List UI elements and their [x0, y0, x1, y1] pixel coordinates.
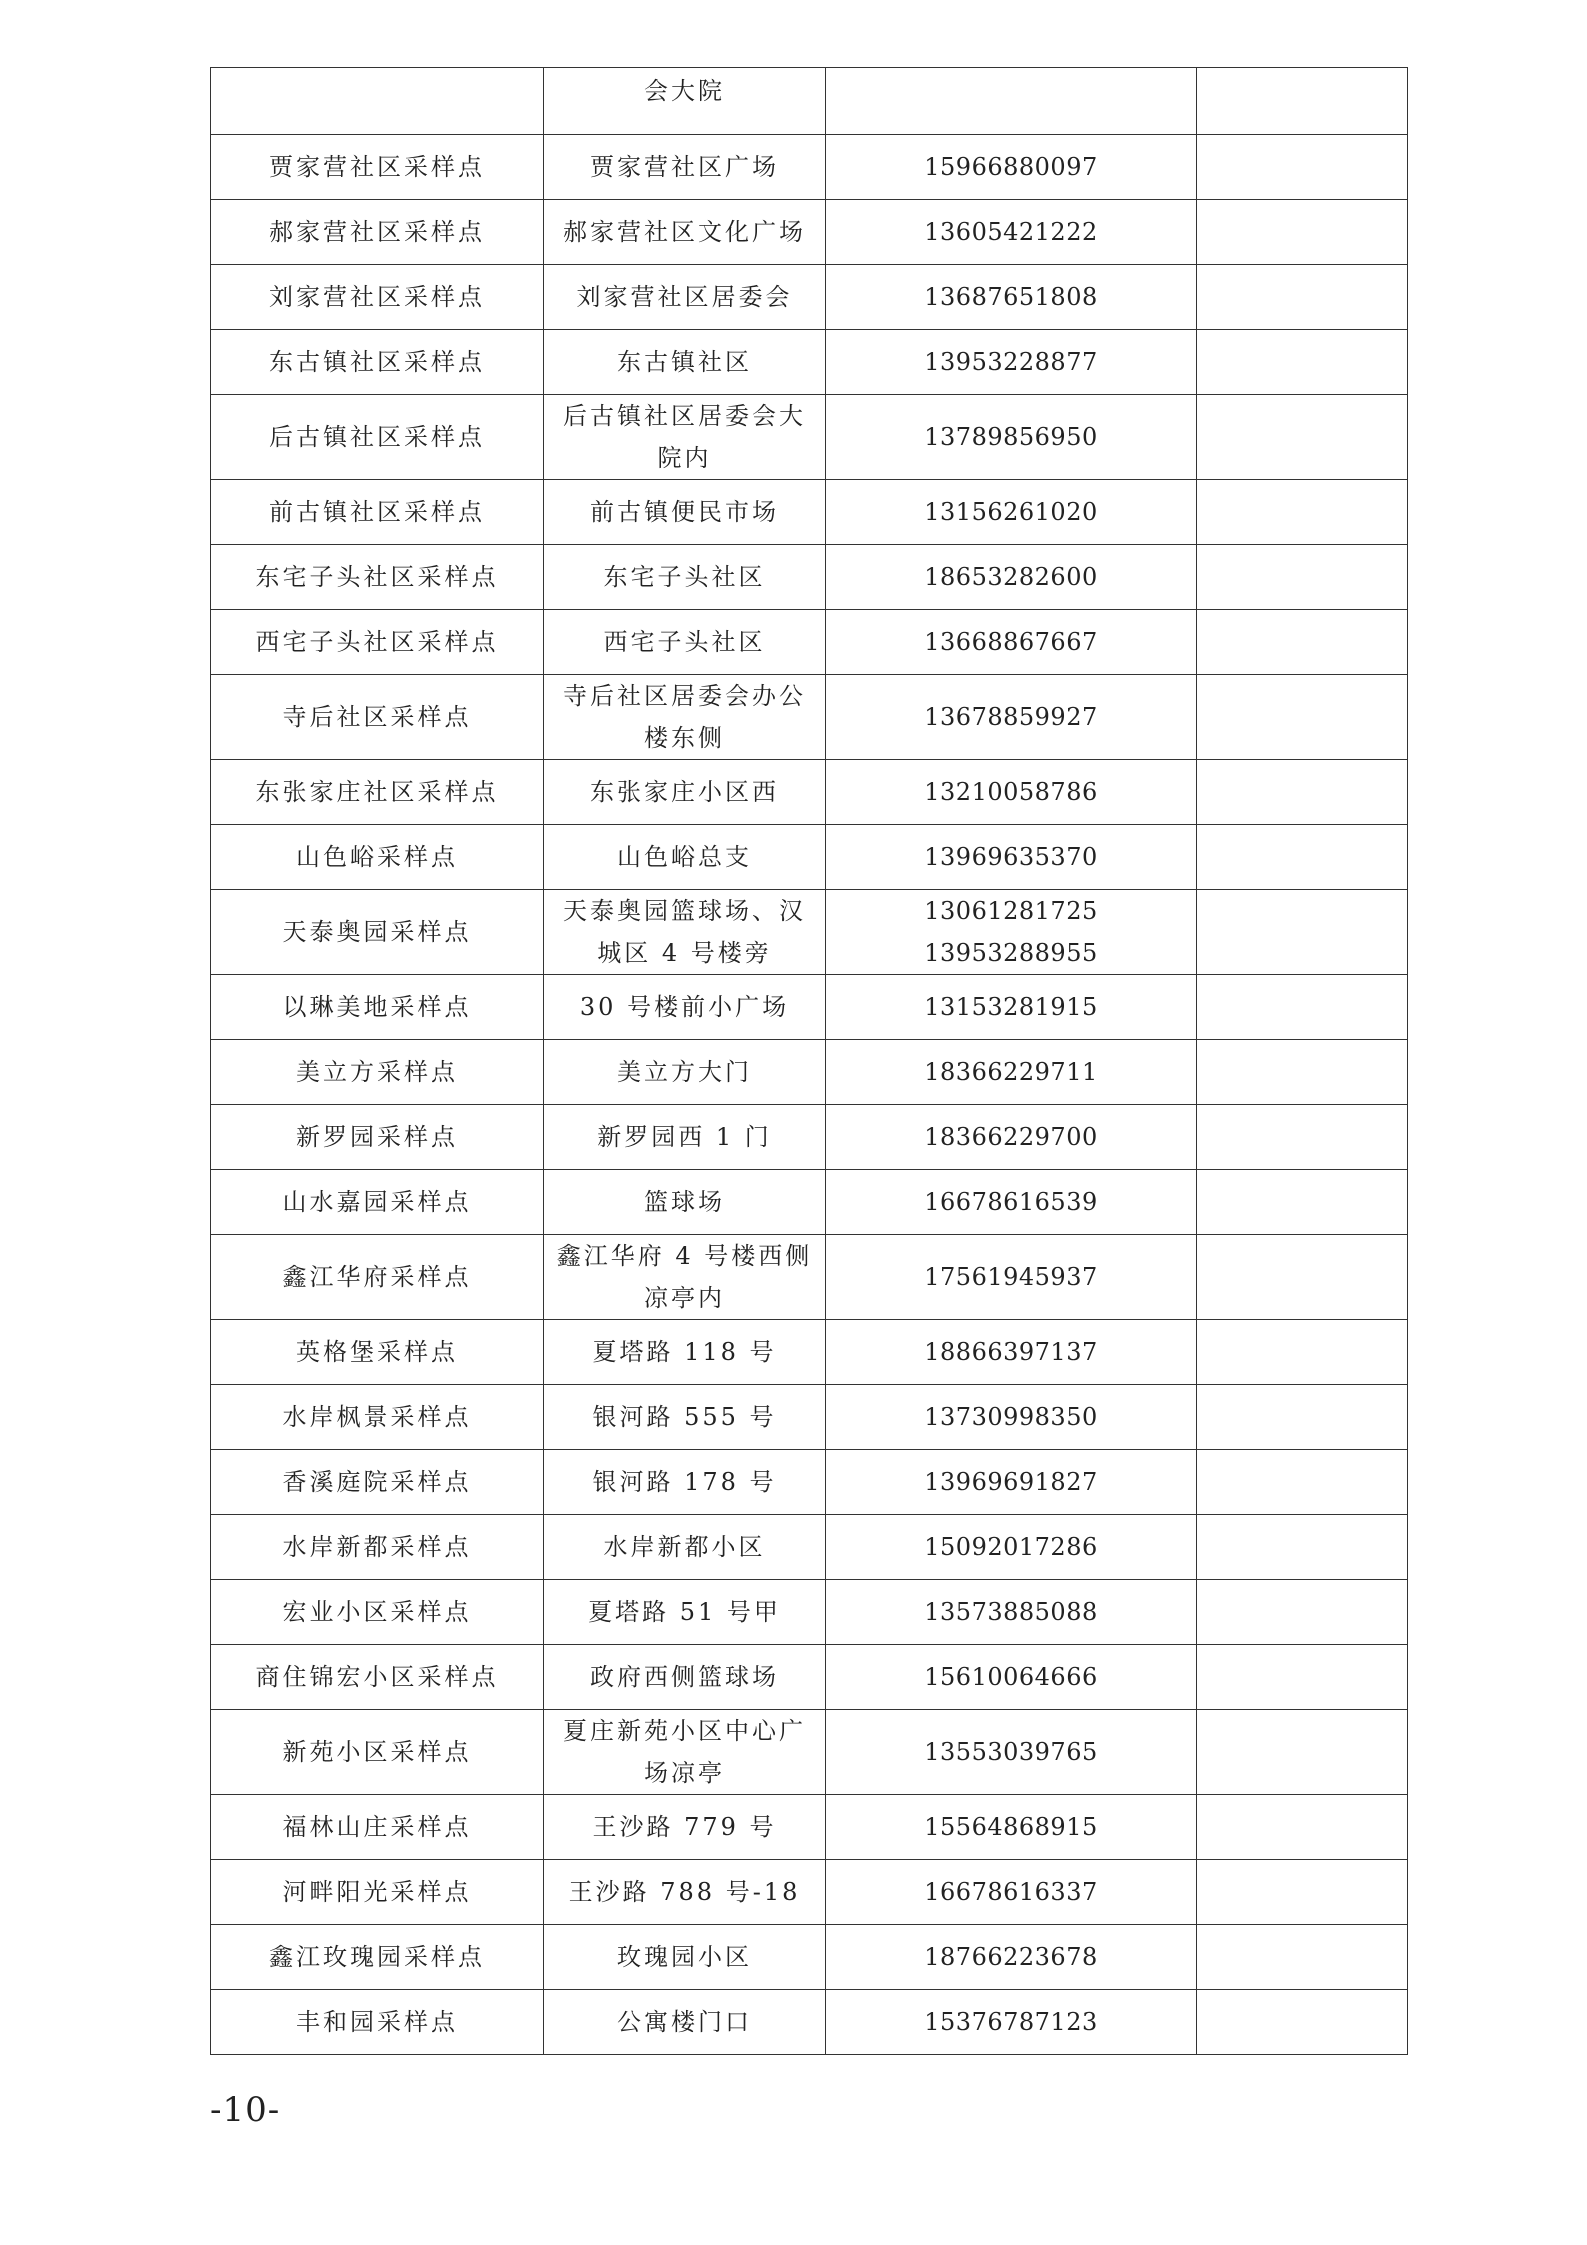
note-cell — [1197, 1170, 1408, 1235]
table-row — [211, 1990, 1408, 2055]
contact-phone-cell — [826, 1580, 1197, 1645]
note-cell — [1197, 1515, 1408, 1580]
contact-phone-cell — [826, 1040, 1197, 1105]
table-row — [211, 1515, 1408, 1580]
phone-number: 15610064666 — [924, 1663, 1098, 1691]
note-cell — [1197, 68, 1408, 135]
note-cell — [1197, 135, 1408, 200]
phone-number: 18866397137 — [924, 1338, 1098, 1366]
site-location-cell: 刘家营社区居委会 — [544, 265, 826, 330]
contact-phone-cell — [826, 545, 1197, 610]
phone-number: 13553039765 — [924, 1738, 1098, 1766]
page-number: -10- — [210, 2090, 281, 2130]
site-name-cell: 刘家营社区采样点 — [211, 265, 544, 330]
site-name-cell: 水岸枫景采样点 — [211, 1385, 544, 1450]
phone-number: 13969691827 — [924, 1468, 1098, 1496]
site-name-cell: 鑫江玫瑰园采样点 — [211, 1925, 544, 1990]
contact-phone-cell — [826, 1860, 1197, 1925]
table-row — [211, 890, 1408, 975]
table-row — [211, 330, 1408, 395]
note-cell — [1197, 675, 1408, 760]
table-row — [211, 265, 1408, 330]
contact-phone-cell — [826, 1105, 1197, 1170]
site-location-cell: 夏塔路 118 号 — [544, 1320, 826, 1385]
site-name-cell: 山水嘉园采样点 — [211, 1170, 544, 1235]
contact-phone-cell — [826, 760, 1197, 825]
contact-phone-cell — [826, 1925, 1197, 1990]
table-row — [211, 1925, 1408, 1990]
site-location-cell: 郝家营社区文化广场 — [544, 200, 826, 265]
note-cell — [1197, 825, 1408, 890]
table-row — [211, 975, 1408, 1040]
table-row — [211, 1040, 1408, 1105]
contact-phone-cell — [826, 1170, 1197, 1235]
site-location-cell: 玫瑰园小区 — [544, 1925, 826, 1990]
site-location-cell: 王沙路 788 号-18 — [544, 1860, 826, 1925]
table-row — [211, 760, 1408, 825]
site-name-cell: 东古镇社区采样点 — [211, 330, 544, 395]
phone-number: 15376787123 — [924, 2008, 1098, 2036]
contact-phone-cell — [826, 975, 1197, 1040]
note-cell — [1197, 1990, 1408, 2055]
note-cell — [1197, 760, 1408, 825]
site-name-cell: 天泰奥园采样点 — [211, 890, 544, 975]
site-name-cell: 东宅子头社区采样点 — [211, 545, 544, 610]
note-cell — [1197, 1860, 1408, 1925]
phone-number: 13061281725 — [924, 897, 1098, 925]
contact-phone-cell — [826, 1450, 1197, 1515]
phone-number: 13953288955 — [924, 939, 1098, 967]
note-cell — [1197, 330, 1408, 395]
phone-number: 18766223678 — [924, 1943, 1098, 1971]
contact-phone-cell — [826, 1645, 1197, 1710]
site-name-cell: 商住锦宏小区采样点 — [211, 1645, 544, 1710]
contact-phone-cell — [826, 1710, 1197, 1795]
contact-phone-cell — [826, 1795, 1197, 1860]
site-location-cell: 东张家庄小区西 — [544, 760, 826, 825]
site-name-cell: 水岸新都采样点 — [211, 1515, 544, 1580]
note-cell — [1197, 1105, 1408, 1170]
site-name-cell: 西宅子头社区采样点 — [211, 610, 544, 675]
site-name-cell: 以琳美地采样点 — [211, 975, 544, 1040]
phone-number: 15966880097 — [924, 153, 1098, 181]
note-cell — [1197, 1385, 1408, 1450]
contact-phone-cell — [826, 395, 1197, 480]
phone-number: 13687651808 — [924, 283, 1098, 311]
table-row — [211, 135, 1408, 200]
phone-number: 13573885088 — [924, 1598, 1098, 1626]
site-name-cell: 前古镇社区采样点 — [211, 480, 544, 545]
phone-number: 13153281915 — [924, 993, 1098, 1021]
site-location-cell: 寺后社区居委会办公楼东侧 — [544, 675, 826, 760]
note-cell — [1197, 480, 1408, 545]
note-cell — [1197, 1040, 1408, 1105]
contact-phone-cell — [826, 825, 1197, 890]
note-cell — [1197, 200, 1408, 265]
note-cell — [1197, 890, 1408, 975]
contact-phone-cell — [826, 330, 1197, 395]
table-row — [211, 545, 1408, 610]
table-row — [211, 1385, 1408, 1450]
site-location-cell: 天泰奥园篮球场、汉城区 4 号楼旁 — [544, 890, 826, 975]
site-name-cell: 郝家营社区采样点 — [211, 200, 544, 265]
phone-number: 18653282600 — [924, 563, 1098, 591]
note-cell — [1197, 1320, 1408, 1385]
table-row — [211, 1235, 1408, 1320]
phone-number: 18366229711 — [924, 1058, 1098, 1086]
site-name-cell: 美立方采样点 — [211, 1040, 544, 1105]
site-location-cell: 公寓楼门口 — [544, 1990, 826, 2055]
site-name-cell: 山色峪采样点 — [211, 825, 544, 890]
phone-number: 13156261020 — [924, 498, 1098, 526]
table-row — [211, 395, 1408, 480]
phone-number: 13605421222 — [924, 218, 1098, 246]
note-cell — [1197, 1795, 1408, 1860]
sampling-sites-table — [210, 67, 1408, 2055]
phone-number: 13668867667 — [924, 628, 1098, 656]
site-location-cell: 后古镇社区居委会大院内 — [544, 395, 826, 480]
phone-number: 13678859927 — [924, 703, 1098, 731]
phone-number: 15092017286 — [924, 1533, 1098, 1561]
site-location-cell: 30 号楼前小广场 — [544, 975, 826, 1040]
site-location-cell: 贾家营社区广场 — [544, 135, 826, 200]
site-location-cell: 东宅子头社区 — [544, 545, 826, 610]
contact-phone-cell — [826, 1385, 1197, 1450]
site-location-cell: 西宅子头社区 — [544, 610, 826, 675]
table-row — [211, 1645, 1408, 1710]
contact-phone-cell — [826, 135, 1197, 200]
site-name-cell: 福林山庄采样点 — [211, 1795, 544, 1860]
contact-phone-cell — [826, 890, 1197, 975]
phone-number: 13789856950 — [924, 423, 1098, 451]
contact-phone-cell — [826, 68, 1197, 135]
table-row — [211, 1795, 1408, 1860]
table-row — [211, 68, 1408, 135]
phone-number: 16678616539 — [924, 1188, 1098, 1216]
site-name-cell: 丰和园采样点 — [211, 1990, 544, 2055]
table-row — [211, 1860, 1408, 1925]
table-row — [211, 1450, 1408, 1515]
site-name-cell: 鑫江华府采样点 — [211, 1235, 544, 1320]
site-location-cell: 鑫江华府 4 号楼西侧凉亭内 — [544, 1235, 826, 1320]
note-cell — [1197, 1450, 1408, 1515]
site-location-cell: 会大院 — [544, 68, 826, 135]
site-location-cell: 银河路 555 号 — [544, 1385, 826, 1450]
table-row — [211, 200, 1408, 265]
table-row — [211, 610, 1408, 675]
site-location-cell: 夏塔路 51 号甲 — [544, 1580, 826, 1645]
site-location-cell: 篮球场 — [544, 1170, 826, 1235]
note-cell — [1197, 545, 1408, 610]
site-name-cell: 河畔阳光采样点 — [211, 1860, 544, 1925]
site-name-cell: 寺后社区采样点 — [211, 675, 544, 760]
contact-phone-cell — [826, 265, 1197, 330]
table-row — [211, 1710, 1408, 1795]
note-cell — [1197, 975, 1408, 1040]
note-cell — [1197, 1925, 1408, 1990]
table-row — [211, 1580, 1408, 1645]
contact-phone-cell — [826, 1320, 1197, 1385]
site-location-cell: 政府西侧篮球场 — [544, 1645, 826, 1710]
note-cell — [1197, 395, 1408, 480]
table-row — [211, 480, 1408, 545]
note-cell — [1197, 610, 1408, 675]
contact-phone-cell — [826, 1235, 1197, 1320]
site-location-cell: 新罗园西 1 门 — [544, 1105, 826, 1170]
site-name-cell: 贾家营社区采样点 — [211, 135, 544, 200]
site-location-cell: 山色峪总支 — [544, 825, 826, 890]
contact-phone-cell — [826, 200, 1197, 265]
phone-number: 17561945937 — [924, 1263, 1098, 1291]
note-cell — [1197, 1710, 1408, 1795]
table-row — [211, 1170, 1408, 1235]
site-location-cell: 夏庄新苑小区中心广场凉亭 — [544, 1710, 826, 1795]
site-location-cell: 水岸新都小区 — [544, 1515, 826, 1580]
table-row — [211, 825, 1408, 890]
contact-phone-cell — [826, 675, 1197, 760]
contact-phone-cell — [826, 1515, 1197, 1580]
site-location-cell: 银河路 178 号 — [544, 1450, 826, 1515]
phone-number: 13969635370 — [924, 843, 1098, 871]
site-location-cell: 前古镇便民市场 — [544, 480, 826, 545]
contact-phone-cell — [826, 480, 1197, 545]
site-location-cell: 东古镇社区 — [544, 330, 826, 395]
note-cell — [1197, 265, 1408, 330]
site-name-cell: 东张家庄社区采样点 — [211, 760, 544, 825]
site-name-cell: 香溪庭院采样点 — [211, 1450, 544, 1515]
site-location-cell: 王沙路 779 号 — [544, 1795, 826, 1860]
contact-phone-cell — [826, 610, 1197, 675]
phone-number: 13953228877 — [924, 348, 1098, 376]
site-name-cell: 英格堡采样点 — [211, 1320, 544, 1385]
site-name-cell: 宏业小区采样点 — [211, 1580, 544, 1645]
contact-phone-cell — [826, 1990, 1197, 2055]
note-cell — [1197, 1645, 1408, 1710]
table-body — [211, 68, 1408, 2055]
table-row — [211, 1320, 1408, 1385]
phone-number: 13730998350 — [924, 1403, 1098, 1431]
site-name-cell: 后古镇社区采样点 — [211, 395, 544, 480]
table-row — [211, 1105, 1408, 1170]
note-cell — [1197, 1580, 1408, 1645]
site-location-cell: 美立方大门 — [544, 1040, 826, 1105]
phone-number: 16678616337 — [924, 1878, 1098, 1906]
site-name-cell: 新苑小区采样点 — [211, 1710, 544, 1795]
site-name-cell — [211, 68, 544, 135]
site-name-cell: 新罗园采样点 — [211, 1105, 544, 1170]
phone-number: 18366229700 — [924, 1123, 1098, 1151]
phone-number: 13210058786 — [924, 778, 1098, 806]
note-cell — [1197, 1235, 1408, 1320]
phone-number: 15564868915 — [924, 1813, 1098, 1841]
table-row — [211, 675, 1408, 760]
